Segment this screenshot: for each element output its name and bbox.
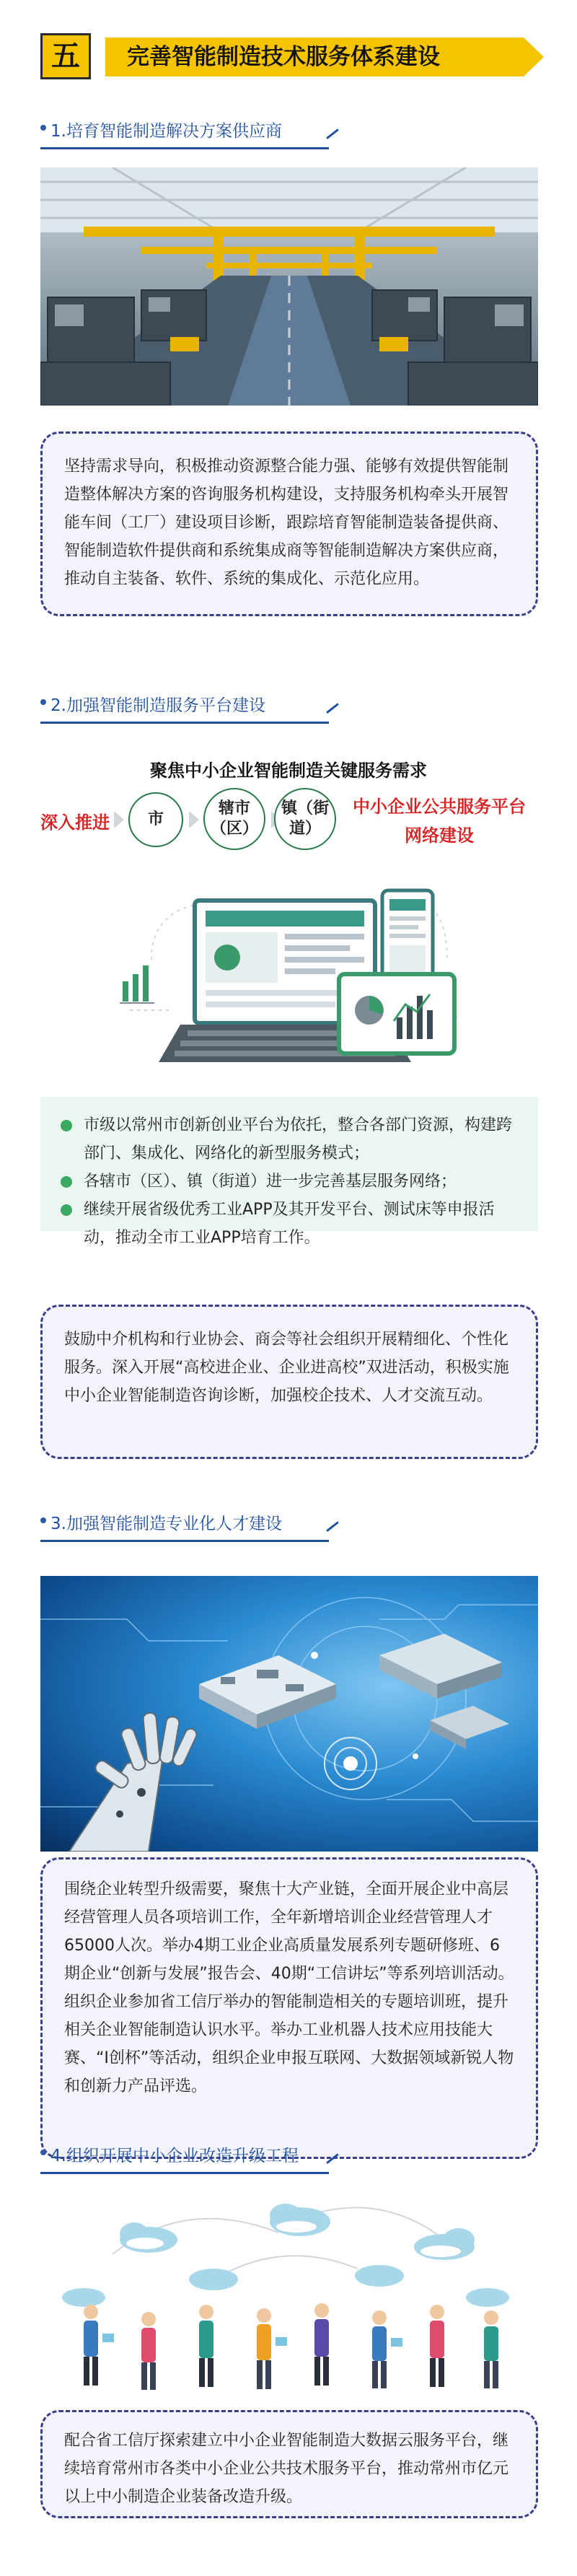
section4-body: 配合省工信厅探索建立中小企业智能制造大数据云服务平台，继续培育常州市各类中小企业公共技术服务平台，推动常州市亿元以上中小制造企业装备改造升级。: [64, 2432, 509, 2506]
section4-header: [40, 2142, 372, 2185]
section3-body: 围绕企业转型升级需要，聚焦十大产业链，全面开展企业中高层经营管理人员各项培训工作，全年新增培训企业经营管理人才65000人次。举办4期工业企业高质量发展系列专题研修班、6期企业“创新与发展”报告会、40期“工信讲坛”等系列培训活动。组织企业参加省工信厅举办的智能制造相关的专题培训班，提升相关企业智能制造认识水平。举办工业机器人技术应用技能大赛、“I创杯”等活动，组织企业申报互联网、大数据领域新锐人物和创新力产品评选。: [64, 1880, 514, 2095]
push-label: 深入推进: [40, 812, 110, 833]
section1-header: [40, 117, 372, 160]
list-item: 继续开展省级优秀工业APP及其开发平台、测试床等申报活动，推动全市工业APP培育工作。: [84, 1196, 516, 1252]
section1-title: 1.培育智能制造解决方案供应商: [50, 122, 282, 141]
section4-textbox: [40, 2410, 538, 2518]
platform-label: [342, 792, 537, 850]
section2-bullets: [40, 1097, 538, 1247]
section1-body: 坚持需求导向，积极推动资源整合能力强、能够有效提供智能制造整体解决方案的咨询服务机构建设，支持服务机构牵头开展智能车间（工厂）建设项目诊断，跟踪培育智能制造装备提供商、智能制造软件提供商和系统集成商等智能制造解决方案供应商，推动自主装备、软件、系统的集成化、示范化应用。: [64, 457, 509, 588]
section2-body: 鼓励中介机构和行业协会、商会等社会组织开展精细化、个性化服务。深入开展“高校进企业、企业进高校”双进活动，积极实施中小企业智能制造咨询诊断，加强校企技术、人才交流互动。: [64, 1331, 509, 1405]
section4-title: 4.组织开展中小企业改造升级工程: [50, 2147, 299, 2165]
header-underline: [40, 1540, 329, 1542]
header-underline: [40, 147, 329, 149]
laptop-phone-icon: [108, 873, 483, 1090]
section-number: 五: [40, 33, 91, 79]
circle-city: 市: [128, 792, 183, 847]
section2-textbox: [40, 1305, 538, 1459]
platform-label-line1: 中小企业公共服务平台: [353, 797, 526, 817]
header-underline: [40, 2172, 329, 2174]
section2-title: 2.加强智能制造服务平台建设: [50, 696, 265, 715]
section-banner: [40, 27, 545, 85]
platform-label-line2: 网络建设: [405, 825, 474, 846]
bullet-dot-icon: [40, 1517, 46, 1523]
circle-district: 辖市（区）: [203, 788, 265, 850]
bullet-dot-icon: [40, 2150, 46, 2155]
arrow-right-icon: [189, 811, 199, 828]
robot-hand-photo: [40, 1576, 538, 1852]
bullet-dot-icon: [40, 125, 46, 131]
section3-textbox: [40, 1857, 538, 2159]
factory-photo: [40, 167, 538, 406]
factory-illustration-icon: [40, 167, 538, 406]
robot-hand-illustration-icon: [40, 1576, 538, 1852]
section2-header: [40, 691, 372, 735]
section1-textbox: [40, 431, 538, 616]
bullet-dot-icon: [40, 699, 46, 705]
header-underline: [40, 722, 329, 724]
banner-title: 完善智能制造技术服务体系建设: [127, 44, 440, 70]
section3-header: [40, 1510, 372, 1553]
devices-illustration: [108, 873, 483, 1090]
circle-town: 镇（街道）: [274, 788, 336, 850]
list-item: 各辖市（区）、镇（街道）进一步完善基层服务网络；: [84, 1167, 516, 1196]
arrow-right-icon: [114, 811, 124, 828]
focus-title: 聚焦中小企业智能制造关键服务需求: [150, 761, 427, 781]
cloud-people-illustration: [40, 2189, 538, 2406]
list-item: 市级以常州市创新创业平台为依托，整合各部门资源，构建跨部门、集成化、网络化的新型服务模式；: [84, 1111, 516, 1167]
section3-title: 3.加强智能制造专业化人才建设: [50, 1515, 282, 1533]
cloud-network-icon: [40, 2189, 538, 2406]
